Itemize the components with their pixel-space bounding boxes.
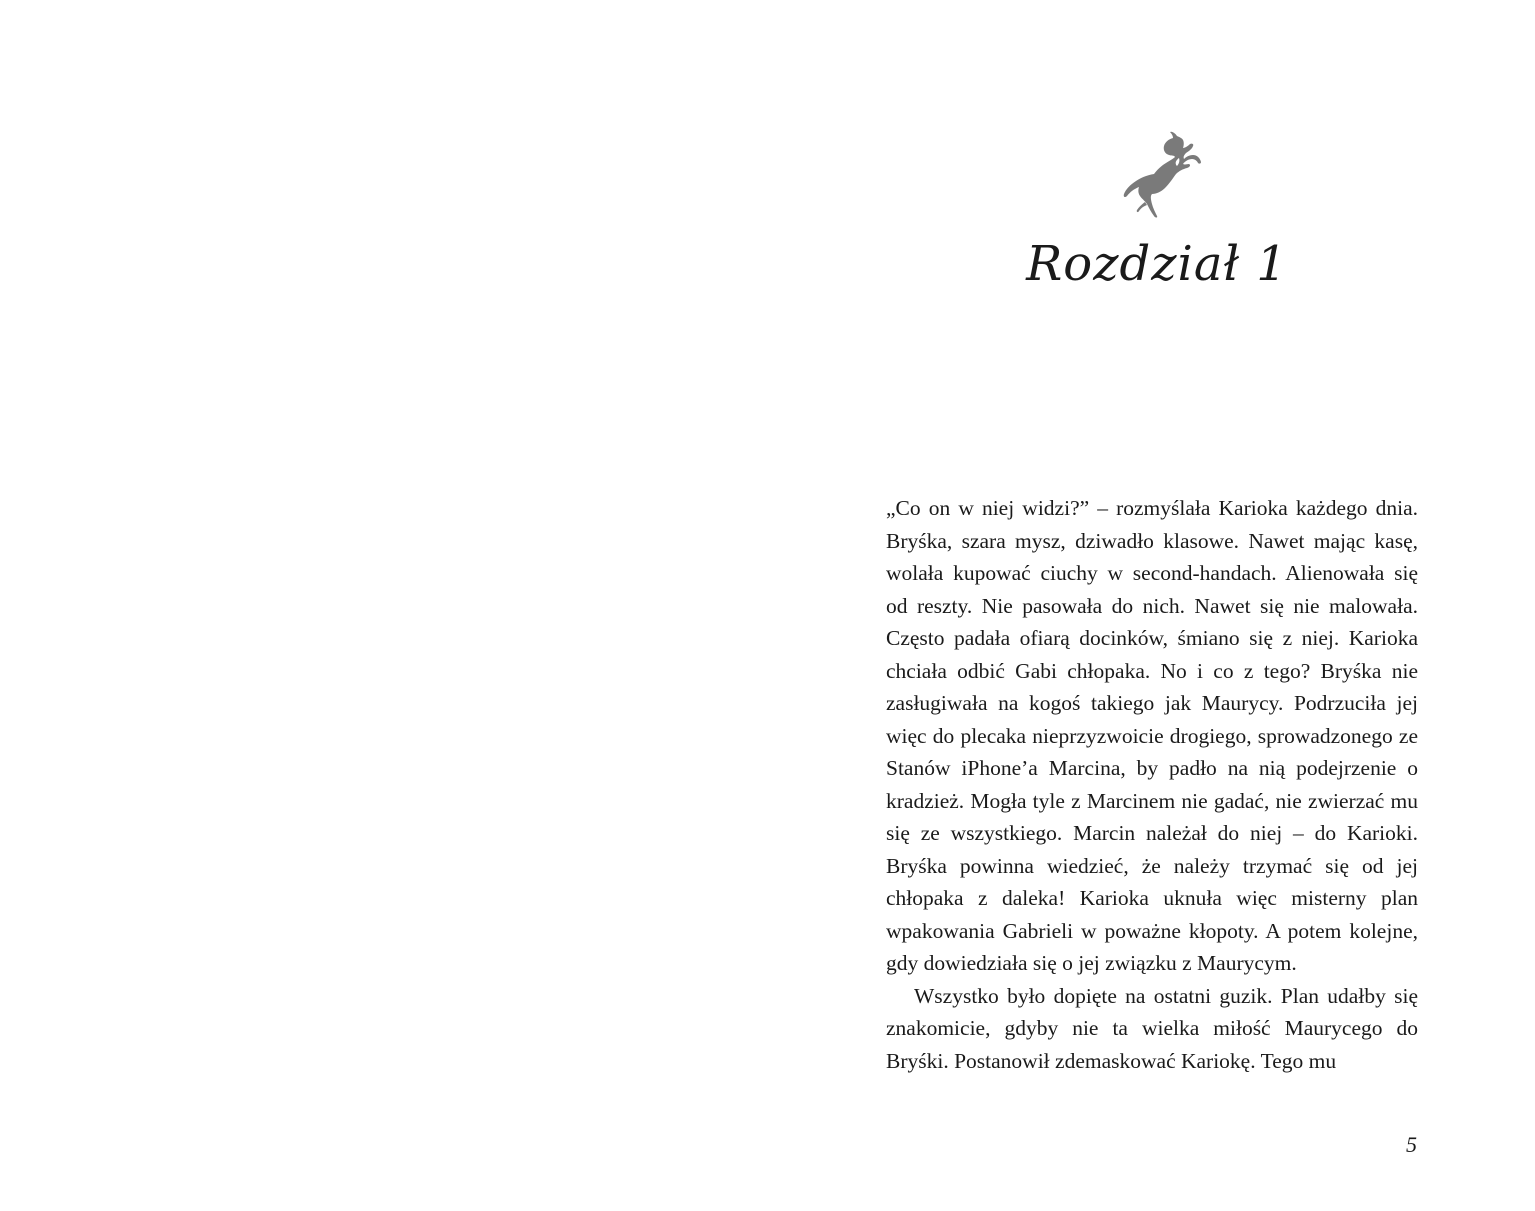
right-page [767, 0, 1535, 1211]
rearing-horse-icon [1117, 128, 1203, 222]
paragraph: „Co on w niej widzi?” – rozmyślała Karioka każdego dnia. Bryśka, szara mysz, dziwadło klasowe. Nawet mając kasę, wolała kupować ciuchy w second-handach. Alienowała się od reszty. Nie pasowała do nich. Nawet się nie malowała. Często padała ofiarą docinków, śmiano się z niej. Karioka chciała odbić Gabi chłopaka. No i co z tego? Bryśka nie zasługiwała na kogoś takiego jak Maurycy. Podrzuciła jej więc do plecaka nieprzyzwoicie drogiego, sprowadzonego ze Stanów iPhone’a Marcina, by padło na nią podejrzenie o kradzież. Mogła tyle z Marcinem nie gadać, nie zwierzać mu się ze wszystkiego. Marcin należał do niej – do Karioki. Bryśka powinna wiedzieć, że należy trzymać się od jej chłopaka z daleka! Karioka uknuła więc misterny plan wpakowania Gabrieli w poważne kłopoty. A potem kolejne, gdy dowiedziała się o jej związku z Maurycym. [886, 496, 1418, 975]
chapter-title: Rozdział 1 [1026, 236, 1288, 292]
paragraph: Wszystko było dopięte na ostatni guzik. Plan udałby się znakomicie, gdyby nie ta wielka miłość Maurycego do Bryśki. Postanowił zdemaskować Kariokę. Tego mu [886, 983, 1418, 1073]
page-number: 5 [1406, 1132, 1417, 1157]
body-text [886, 492, 1418, 1077]
left-page-blank [0, 0, 767, 1211]
